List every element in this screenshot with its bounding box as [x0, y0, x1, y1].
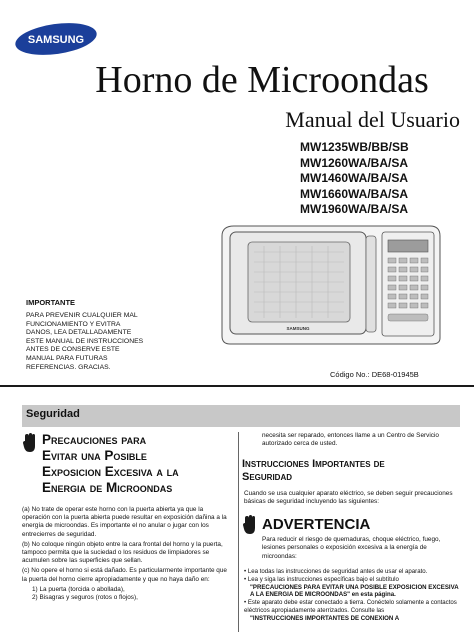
instructions-intro: Cuando se usa cualquier aparato eléctrico, se deben seguir precauciones básicas de seguridad incluyendo las siguientes:	[244, 490, 453, 506]
manual-subtitle: Manual del Usuario	[285, 107, 460, 132]
hand-icon	[22, 432, 38, 454]
important-line: ESTE MANUAL DE INSTRUCCIONES	[26, 337, 144, 345]
model-item: MW1260WA/BA/SA	[300, 155, 409, 170]
precaution-item: (c) No opere el horno si está dañado. Es particularmente importante que la puerta del horno cierre apropiadamente y que no haya daño en:	[22, 567, 227, 583]
logo-text: SAMSUNG	[27, 34, 85, 46]
precaution-subitem: 2) Bisagras y seguros (rotos o flojos),	[32, 594, 138, 602]
heading-line: Evitar una Posible	[42, 448, 147, 463]
heading-line: Instrucciones Importantes de	[242, 458, 385, 470]
precaution-item: (b) No coloque ningún objeto entre la cara frontal del horno y la puerta, tampoco permita que la suciedad o los residuos de limpiadores se acumulen sobre las superficies que sellan.	[22, 540, 223, 565]
heading-line: Seguridad	[242, 471, 293, 483]
bullet-text: Lea y siga las instrucciones específicas bajo el subtítulo	[247, 575, 399, 583]
microwave-illustration	[218, 222, 444, 348]
important-line: DANOS, LEA DETALLADAMENTE	[26, 329, 132, 337]
warning-text: Para reducir el riesgo de quemaduras, choque eléctrico, fuego, lesiones personales o exposición excesiva a la energía de microondas:	[262, 536, 441, 560]
bullet-item: • Este aparato debe estar conectado a tierra. Conéctelo solamente a contactos eléctricos apropiadamente aterrizados. Consulte las	[244, 599, 457, 614]
bullet-text: Este aparato debe estar conectado a tierra. Conéctelo solamente a contactos eléctricos apropiadamente aterrizados. Consulte las	[244, 599, 457, 614]
model-item: MW1235WB/BB/SB	[300, 140, 409, 154]
heading-line: Energia de Microondas	[42, 480, 173, 495]
important-line: REFERENCIAS. GRACIAS.	[26, 363, 111, 371]
document-code: Código No.: DE68-01945B	[330, 370, 419, 379]
section-bar	[22, 405, 460, 427]
instructions-heading	[242, 458, 462, 484]
bullet-item: • Lea y siga las instrucciones específicas bajo el subtítulo	[244, 575, 399, 583]
important-line: PARA PREVENIR CUALQUIER MAL	[26, 312, 138, 319]
section-label: Seguridad	[26, 408, 80, 420]
precautions-list	[22, 506, 232, 604]
oven-brand-text: SAMSUNG	[286, 326, 310, 331]
model-list	[300, 140, 460, 218]
column-divider	[238, 432, 239, 632]
samsung-logo	[14, 22, 98, 56]
important-text	[26, 312, 186, 372]
warning-title: ADVERTENCIA	[262, 516, 371, 533]
bullet-item	[250, 584, 464, 600]
heading-line: Precauciones para	[42, 432, 147, 447]
bullet-item: • Lea todas las instrucciones de seguridad antes de usar el aparato.	[244, 568, 428, 575]
bullet-text: "PRECAUCIONES PARA EVITAR UNA POSIBLE EXPOSICION EXCESIVA A LA ENERGIA DE MICROONDAS" en esta página.	[250, 583, 459, 599]
important-line: FUNCIONAMIENTO Y EVITRA	[26, 320, 121, 328]
manual-title: Horno de Microondas	[95, 59, 429, 101]
precautions-heading	[42, 432, 242, 496]
hand-icon	[242, 514, 258, 536]
bullet-text: "INSTRUCCIONES IMPORTANTES DE CONEXION A	[250, 614, 400, 622]
model-item: MW1460WA/BA/SA	[300, 171, 409, 185]
model-item: MW1960WA/BA/SA	[300, 202, 409, 216]
important-line: MANUAL PARA FUTURAS	[26, 354, 108, 362]
continued-text: necesita ser reparado, entonces llame a un Centro de Servicio autorizado cerca de usted.	[262, 432, 439, 448]
precaution-subitem: 1) La puerta (torcida o abollada),	[32, 585, 125, 593]
important-title: IMPORTANTE	[26, 298, 76, 307]
precaution-item: (a) No trate de operar este horno con la puerta abierta ya que la operación con la puerta abierta puede resultar en exposición dañina a la energía de microondas. Es importante el no anular o jugar con los entrecierres de seguridad.	[22, 506, 227, 538]
important-line: ANTES DE CONSERVE ESTE	[26, 346, 120, 354]
safety-bullets	[244, 568, 464, 623]
heading-line: Exposicion Excesiva a la	[42, 464, 179, 479]
model-item: MW1660WA/BA/SA	[300, 186, 409, 201]
bullet-text: Lea todas las instrucciones de seguridad antes de usar el aparato.	[247, 568, 428, 575]
page-divider	[0, 385, 474, 387]
bullet-item	[250, 615, 464, 623]
